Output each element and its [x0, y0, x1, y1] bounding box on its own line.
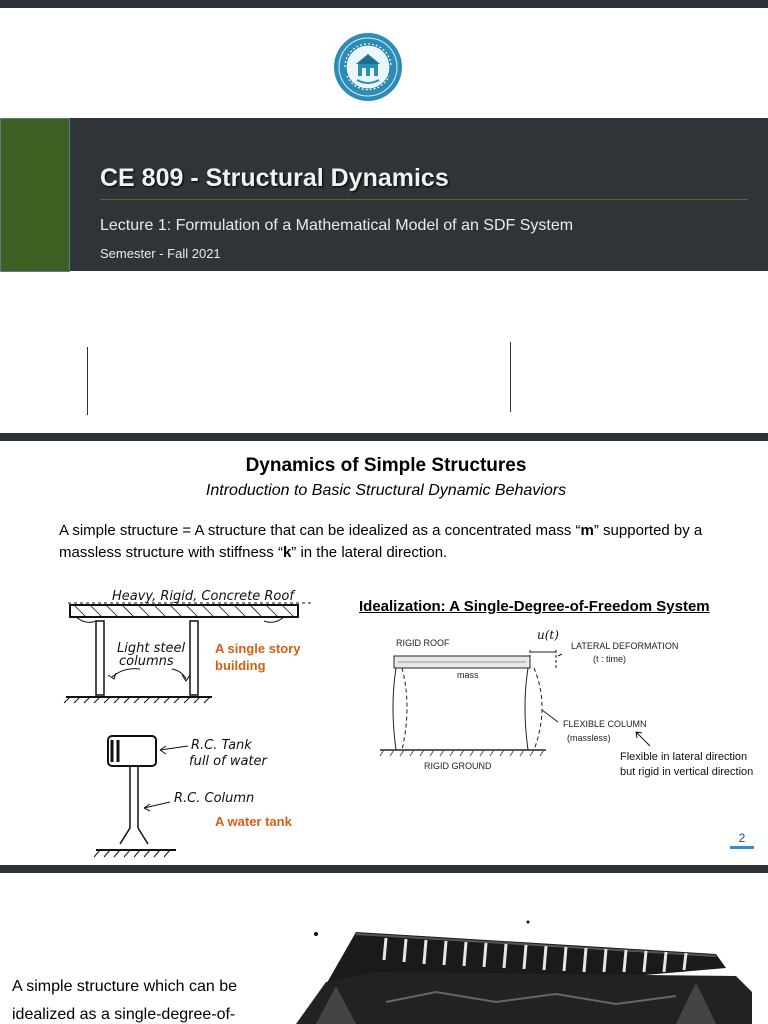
building-photo	[296, 912, 752, 1024]
accent-block	[0, 118, 70, 272]
column-label: R.C. Column	[174, 791, 255, 806]
note-pointer-arrow	[632, 728, 652, 748]
tank-caption: A water tank	[215, 814, 292, 829]
slide-divider	[0, 865, 768, 873]
rigid-roof-label: RIGID ROOF	[396, 638, 450, 648]
flexible-note-line1: Flexible in lateral direction	[620, 751, 748, 763]
idealization-heading: Idealization: A Single-Degree-of-Freedom System	[359, 598, 710, 615]
lecture-subtitle: Lecture 1: Formulation of a Mathematical Model of an SDF System	[100, 217, 574, 234]
rigid-ground-label: RIGID GROUND	[424, 761, 492, 771]
time-note-label: (t : time)	[593, 654, 626, 664]
displacement-label: u(t)	[537, 628, 559, 642]
slide-2-title: Dynamics of Simple Structures	[245, 455, 527, 476]
mass-label: mass	[457, 670, 479, 680]
slide-divider-top	[0, 0, 768, 8]
flexible-column-label: FLEXIBLE COLUMN	[563, 719, 647, 729]
flexible-note-line2: but rigid in vertical direction	[620, 766, 754, 778]
building-caption-line2: building	[215, 658, 266, 673]
roof-label: Heavy, Rigid, Concrete Roof	[112, 589, 294, 604]
columns-label-line2: columns	[119, 654, 174, 669]
tank-label-line1: R.C. Tank	[191, 738, 252, 753]
slide-title: CE 809 - Structural Dynamics	[100, 164, 449, 192]
slide-3-text: A simple structure which can be idealized as a single-degree-of-	[12, 978, 237, 1023]
lateral-deformation-label: LATERAL DEFORMATION	[571, 641, 679, 651]
page-number-underline	[730, 846, 754, 849]
slide-divider	[0, 433, 768, 441]
building-caption-line1: A single story	[215, 641, 301, 656]
vertical-rule-left	[87, 347, 88, 415]
title-underline	[100, 199, 748, 200]
page-number: 2	[738, 831, 746, 845]
tank-label-line2: full of water	[189, 754, 267, 769]
slide-2-subtitle: Introduction to Basic Structural Dynamic Behaviors	[205, 482, 567, 499]
semester-label: Semester - Fall 2021	[100, 246, 221, 261]
vertical-rule-right	[510, 342, 511, 412]
university-seal-icon	[333, 32, 403, 102]
massless-label: (massless)	[567, 733, 611, 743]
columns-label-line1: Light steel	[117, 641, 186, 656]
definition-text: A simple structure = A structure that can be idealized as a concentrated mass “m” supported by a massless structure with stiffness “k” in the lateral direction.	[59, 522, 703, 561]
